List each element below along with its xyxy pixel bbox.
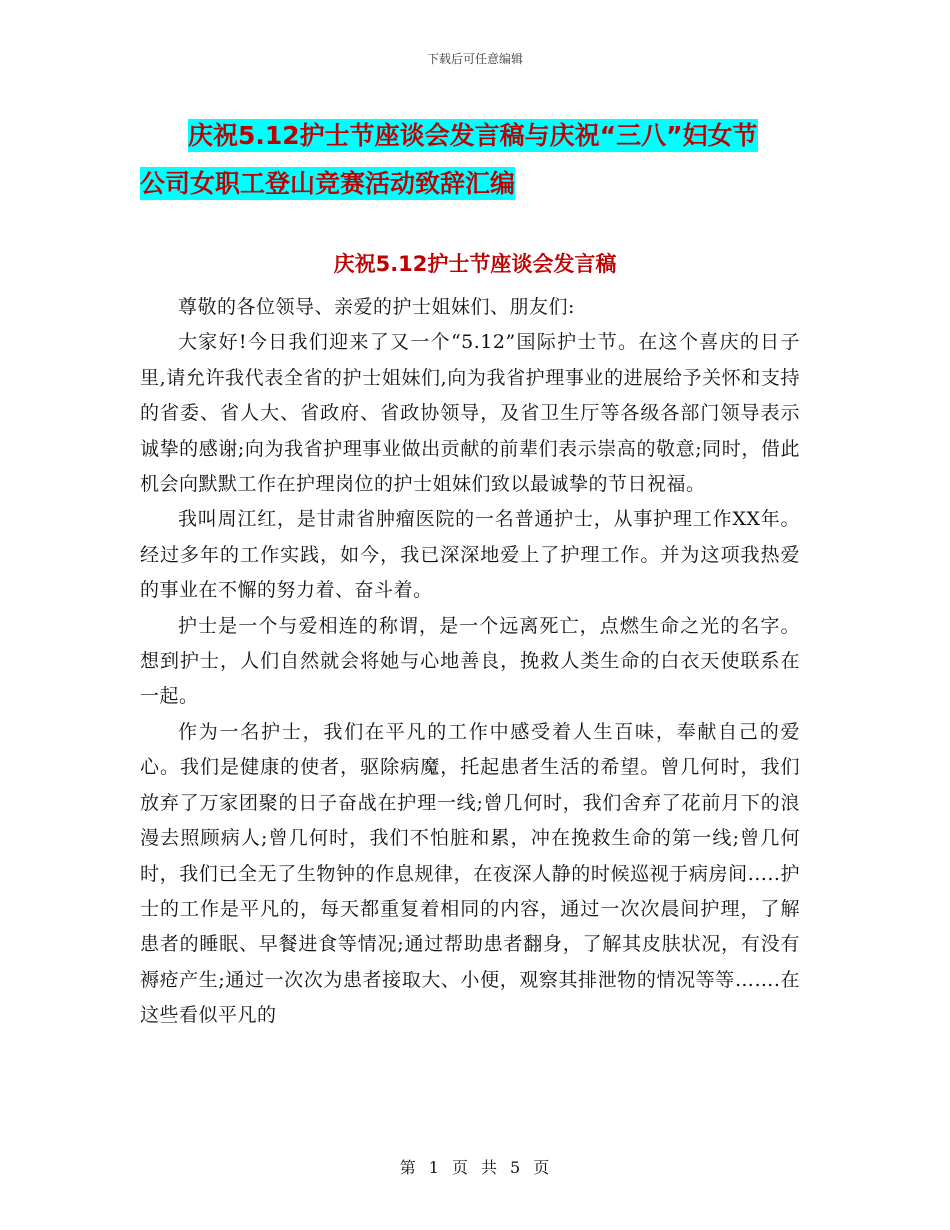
footer-label-total: 共 xyxy=(481,1158,499,1177)
footer-total-pages: 5 xyxy=(510,1158,522,1177)
document-title-line-1-text: 庆祝5.12护士节座谈会发言稿与庆祝“三八”妇女节 xyxy=(188,121,758,150)
section-title: 庆祝5.12护士节座谈会发言稿 xyxy=(333,252,617,276)
document-title xyxy=(140,112,860,208)
document-title-line-2 xyxy=(140,160,860,208)
paragraph-greeting: 尊敬的各位领导、亲爱的护士姐妹们、朋友们: xyxy=(178,296,575,318)
footer-label-ye: 页 xyxy=(451,1158,469,1177)
document-title-line-1 xyxy=(188,112,860,160)
footer-label-ye-2: 页 xyxy=(533,1158,551,1177)
paragraph-2: 我叫周江红，是甘肃省肿瘤医院的一名普通护士，从事护理工作XX年。经过多年的工作实践，如今，我已深深地爱上了护理工作。并为这项我热爱的事业在不懈的努力着、奋斗着。 xyxy=(140,508,800,602)
document-title-line-2-text: 公司女职工登山竞赛活动致辞汇编 xyxy=(140,169,516,198)
footer-page-number: 1 xyxy=(428,1158,440,1177)
body-text xyxy=(140,290,800,1034)
paragraph-3: 护士是一个与爱相连的称谓，是一个远离死亡，点燃生命之光的名字。想到护士，人们自然就会将她与心地善良，挽救人类生命的白衣天使联系在一起。 xyxy=(140,614,800,708)
paragraph-1: 大家好!今日我们迎来了又一个“5.12”国际护士节。在这个喜庆的日子里,请允许我代表全省的护士姐妹们,向为我省护理事业的进展给予关怀和支持的省委、省人大、省政府、省政协领导，及省卫生厅等各级各部门领导表示诚挚的感谢;向为我省护理事业做出贡献的前辈们表示崇高的敬意;同时，借此机会向默默工作在护理岗位的护士姐妹们致以最诚挚的节日祝福。 xyxy=(140,331,800,496)
paragraph-4: 作为一名护士，我们在平凡的工作中感受着人生百味，奉献自己的爱心。我们是健康的使者，驱除病魔，托起患者生活的希望。曾几何时，我们放弃了万家团聚的日子奋战在护理一线;曾几何时，我们舍弃了花前月下的浪漫去照顾病人;曾几何时，我们不怕脏和累，冲在挽救生命的第一线;曾几何时，我们已全无了生物钟的作息规律，在夜深人静的时候巡视于病房间.....护士的工作是平凡的，每天都重复着相同的内容，通过一次次晨间护理，了解患者的睡眠、早餐进食等情况;通过帮助患者翻身，了解其皮肤状况，有没有褥疮产生;通过一次次为患者接取大、小便，观察其排泄物的情况等等…….在这些看似平凡的 xyxy=(140,720,800,1027)
header-note: 下载后可任意编辑 xyxy=(426,52,523,66)
page-footer xyxy=(0,1155,950,1178)
footer-label-page: 第 xyxy=(399,1158,417,1177)
